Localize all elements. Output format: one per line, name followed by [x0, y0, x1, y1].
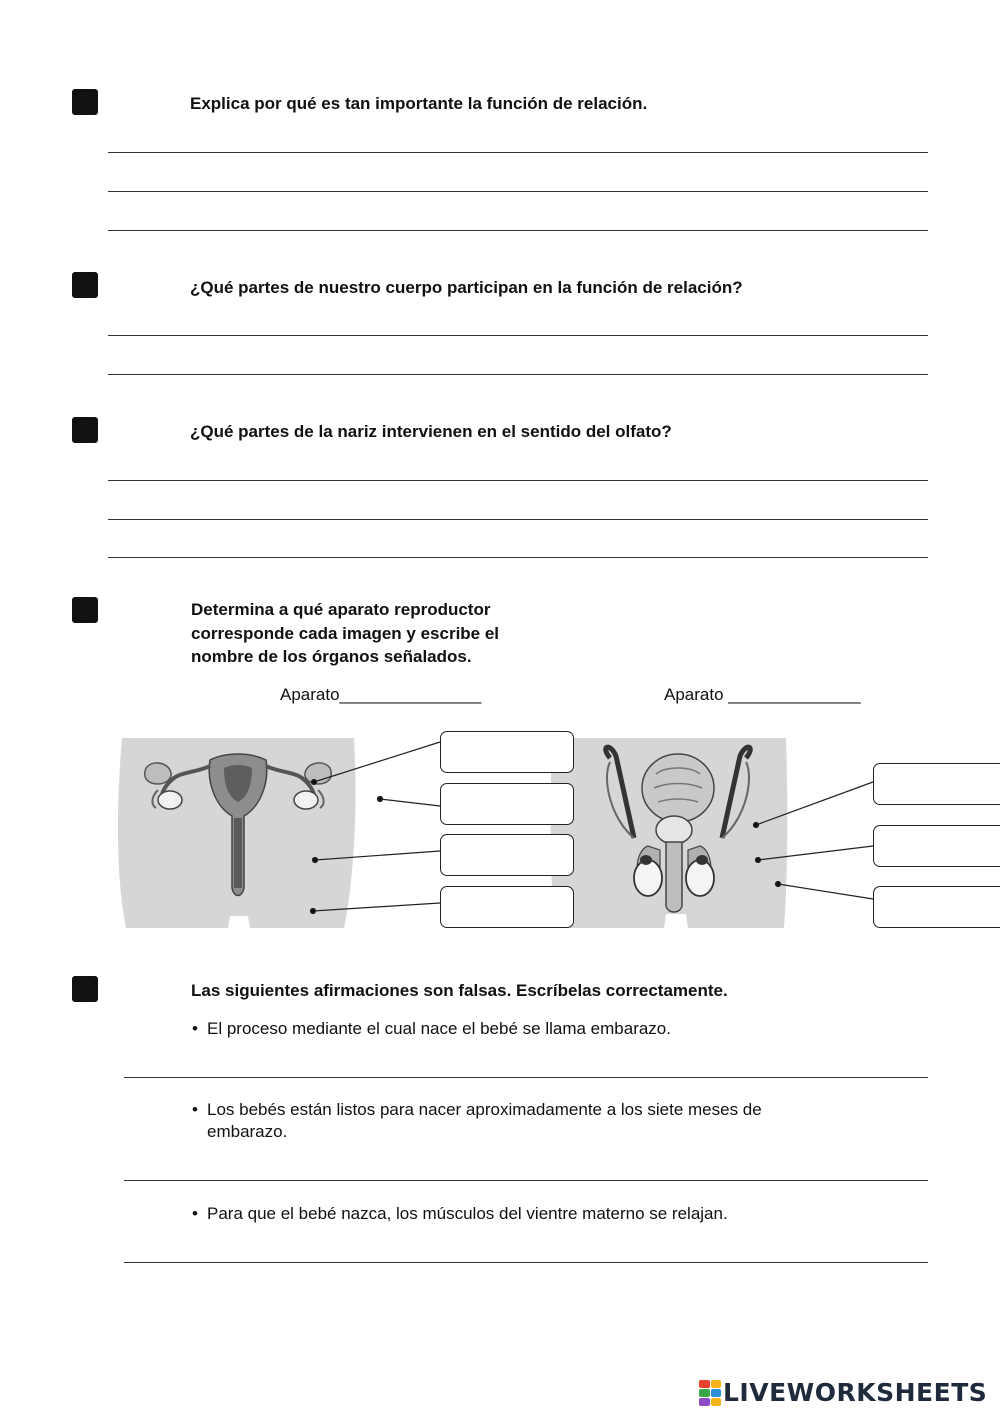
question-4-line: nombre de los órganos señalados. — [191, 647, 472, 666]
question-4-text — [191, 598, 499, 669]
male-organ-answer-box[interactable] — [873, 825, 1000, 867]
answer-line[interactable] — [108, 191, 928, 192]
male-system-label: Aparato ______________ — [664, 685, 861, 704]
female-organ-answer-box[interactable] — [440, 731, 574, 773]
answer-line[interactable] — [124, 1262, 928, 1263]
logo-block — [711, 1380, 722, 1388]
answer-line[interactable] — [108, 230, 928, 231]
answer-line[interactable] — [108, 480, 928, 481]
question-4-line: corresponde cada imagen y escribe el — [191, 623, 500, 643]
answer-line[interactable] — [108, 519, 928, 520]
female-system-label: Aparato_______________ — [280, 685, 482, 704]
answer-line[interactable] — [108, 557, 928, 558]
logo-text: LIVEWORKSHEETS — [723, 1378, 988, 1407]
answer-line[interactable] — [124, 1077, 928, 1078]
question-marker — [72, 597, 98, 623]
question-1-text: Explica por qué es tan importante la función de relación. — [190, 94, 648, 113]
logo-block — [699, 1389, 710, 1397]
question-marker — [72, 272, 98, 298]
question-marker — [72, 417, 98, 443]
answer-line[interactable] — [108, 374, 928, 375]
question-marker — [72, 976, 98, 1002]
pointer-line — [380, 799, 440, 806]
female-reproductive-diagram — [118, 738, 358, 928]
male-reproductive-diagram — [550, 738, 788, 928]
question-marker — [72, 89, 98, 115]
male-organ-answer-box[interactable] — [873, 886, 1000, 928]
statement-text-continued: embarazo. — [207, 1122, 288, 1141]
answer-line[interactable] — [108, 335, 928, 336]
pointer-dot — [378, 797, 383, 802]
statement-text: Los bebés están listos para nacer aproximadamente a los siete meses de — [207, 1100, 762, 1119]
answer-line[interactable] — [108, 152, 928, 153]
statement-3 — [192, 1203, 842, 1225]
female-organ-answer-box[interactable] — [440, 886, 574, 928]
liveworksheets-logo[interactable] — [699, 1378, 987, 1407]
pointer-line — [778, 884, 873, 899]
bullet: • — [192, 1204, 198, 1223]
statement-1 — [192, 1018, 842, 1040]
statement-text: El proceso mediante el cual nace el bebé se llama embarazo. — [207, 1019, 671, 1038]
female-organ-answer-box[interactable] — [440, 783, 574, 825]
logo-block — [711, 1389, 722, 1397]
logo-block — [699, 1380, 710, 1388]
logo-block — [711, 1398, 722, 1406]
question-3-text: ¿Qué partes de la nariz intervienen en el sentido del olfato? — [190, 422, 672, 441]
logo-block — [699, 1398, 710, 1406]
answer-line[interactable] — [124, 1180, 928, 1181]
female-organ-answer-box[interactable] — [440, 834, 574, 876]
statement-text: Para que el bebé nazca, los músculos del vientre materno se relajan. — [207, 1204, 728, 1223]
question-2-text: ¿Qué partes de nuestro cuerpo participan en la función de relación? — [190, 278, 743, 297]
question-4-line: Determina a qué aparato reproductor — [191, 600, 491, 619]
male-organ-answer-box[interactable] — [873, 763, 1000, 805]
liveworksheets-logo-icon — [699, 1380, 721, 1406]
bullet: • — [192, 1100, 198, 1119]
statement-2 — [192, 1099, 842, 1143]
bullet: • — [192, 1019, 198, 1038]
question-5-text: Las siguientes afirmaciones son falsas. Escríbelas correctamente. — [191, 981, 728, 1000]
